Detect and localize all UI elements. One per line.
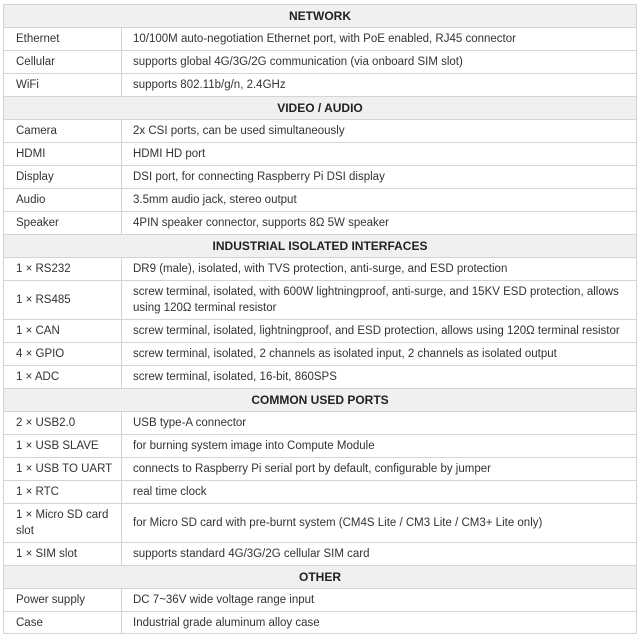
spec-label: Audio xyxy=(4,189,122,211)
spec-value: supports standard 4G/3G/2G cellular SIM card xyxy=(133,548,370,560)
spec-value: for burning system image into Compute Module xyxy=(133,440,375,452)
spec-label: WiFi xyxy=(4,74,122,96)
spec-row xyxy=(3,319,637,342)
spec-value: 4PIN speaker connector, supports 8Ω 5W speaker xyxy=(133,217,389,229)
spec-value: 10/100M auto-negotiation Ethernet port, with PoE enabled, RJ45 connector xyxy=(133,33,516,45)
spec-value: supports global 4G/3G/2G communication (via onboard SIM slot) xyxy=(133,56,463,68)
spec-label: 1 × RS485 xyxy=(4,281,122,319)
spec-value: DSI port, for connecting Raspberry Pi DSI display xyxy=(133,171,385,183)
spec-value: supports 802.11b/g/n, 2.4GHz xyxy=(133,79,286,91)
spec-row xyxy=(3,411,637,434)
section-header: COMMON USED PORTS xyxy=(3,388,637,411)
spec-row xyxy=(3,588,637,611)
spec-row xyxy=(3,480,637,503)
spec-value: 3.5mm audio jack, stereo output xyxy=(133,194,297,206)
spec-value: real time clock xyxy=(133,486,207,498)
spec-label: 1 × SIM slot xyxy=(4,543,122,565)
spec-label: Speaker xyxy=(4,212,122,234)
spec-row xyxy=(3,342,637,365)
spec-row xyxy=(3,73,637,96)
spec-row xyxy=(3,280,637,319)
spec-value: connects to Raspberry Pi serial port by default, configurable by jumper xyxy=(133,463,491,475)
spec-row xyxy=(3,188,637,211)
spec-label: Cellular xyxy=(4,51,122,73)
spec-value: USB type-A connector xyxy=(133,417,247,429)
spec-row xyxy=(3,457,637,480)
spec-value: screw terminal, isolated, 16-bit, 860SPS xyxy=(133,371,337,383)
spec-label: 1 × ADC xyxy=(4,366,122,388)
spec-label: 4 × GPIO xyxy=(4,343,122,365)
spec-value: screw terminal, isolated, with 600W lightningproof, anti-surge, and 15KV ESD protection, allows using 120Ω terminal resistor xyxy=(133,286,619,314)
spec-value: screw terminal, isolated, 2 channels as isolated input, 2 channels as isolated output xyxy=(133,348,557,360)
spec-label: Case xyxy=(4,612,122,633)
spec-label: HDMI xyxy=(4,143,122,165)
section-header: OTHER xyxy=(3,565,637,588)
spec-label: 1 × Micro SD card slot xyxy=(4,504,122,542)
spec-value: DC 7~36V wide voltage range input xyxy=(133,594,315,606)
spec-value: DR9 (male), isolated, with TVS protection, anti-surge, and ESD protection xyxy=(133,263,508,275)
spec-value: HDMI HD port xyxy=(133,148,206,160)
spec-row xyxy=(3,365,637,388)
spec-label: Ethernet xyxy=(4,28,122,50)
section-header: VIDEO / AUDIO xyxy=(3,96,637,119)
spec-label: 1 × RS232 xyxy=(4,258,122,280)
spec-row xyxy=(3,503,637,542)
spec-label: 1 × USB SLAVE xyxy=(4,435,122,457)
section-header: NETWORK xyxy=(3,4,637,27)
section-header: INDUSTRIAL ISOLATED INTERFACES xyxy=(3,234,637,257)
spec-label: Display xyxy=(4,166,122,188)
spec-row xyxy=(3,142,637,165)
spec-row xyxy=(3,611,637,634)
spec-row xyxy=(3,119,637,142)
spec-row xyxy=(3,27,637,50)
spec-label: 2 × USB2.0 xyxy=(4,412,122,434)
spec-value: Industrial grade aluminum alloy case xyxy=(133,616,320,629)
spec-label: 1 × USB TO UART xyxy=(4,458,122,480)
spec-row xyxy=(3,50,637,73)
spec-label: 1 × RTC xyxy=(4,481,122,503)
spec-table xyxy=(3,4,637,634)
spec-row xyxy=(3,434,637,457)
spec-row xyxy=(3,165,637,188)
spec-label: Camera xyxy=(4,120,122,142)
spec-value: 2x CSI ports, can be used simultaneously xyxy=(133,125,345,137)
spec-value: screw terminal, isolated, lightningproof, and ESD protection, allows using 120Ω terminal resistor xyxy=(133,325,620,337)
spec-label: Power supply xyxy=(4,589,122,611)
spec-value: for Micro SD card with pre-burnt system (CM4S Lite / CM3 Lite / CM3+ Lite only) xyxy=(133,517,543,529)
spec-row xyxy=(3,257,637,280)
spec-row xyxy=(3,542,637,565)
spec-label: 1 × CAN xyxy=(4,320,122,342)
spec-row xyxy=(3,211,637,234)
